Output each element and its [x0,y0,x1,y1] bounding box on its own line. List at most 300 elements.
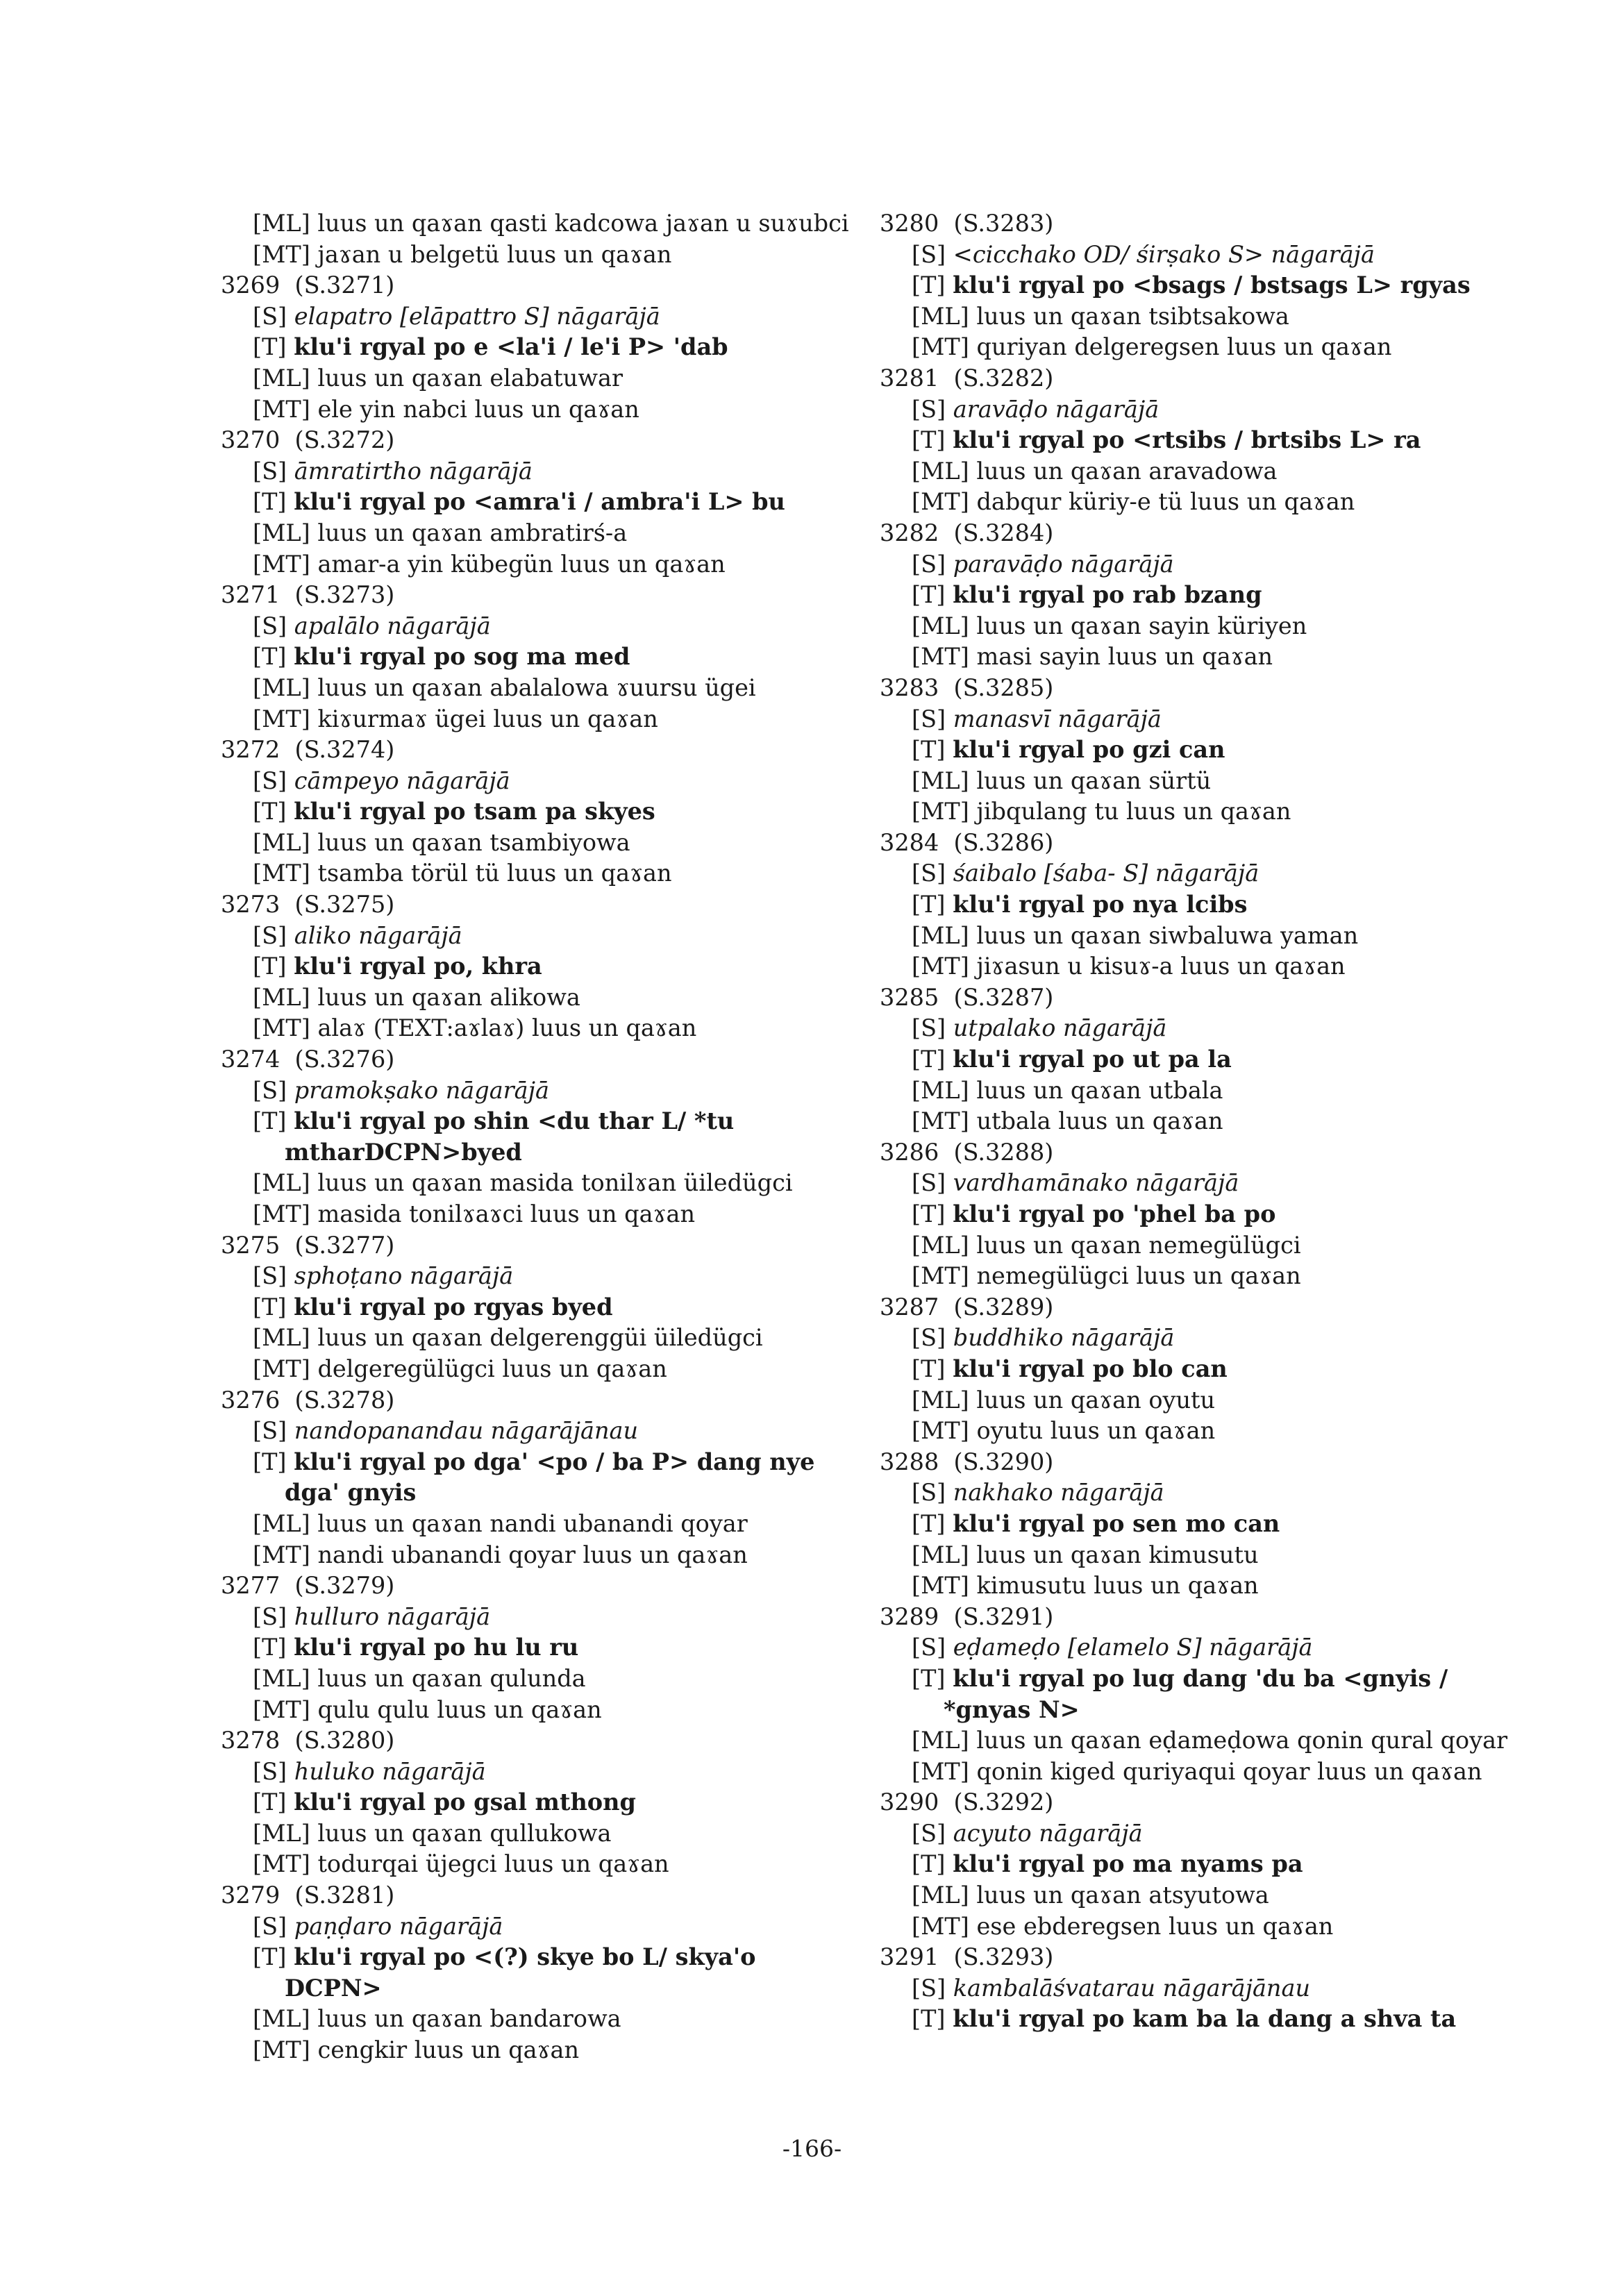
line-tag: [ML] [253,1509,310,1537]
line-text: elapatro [elāpattro S] nāgarājā [294,302,660,330]
entry-number: 3274 (S.3276) [221,1046,395,1073]
line-text: klu'i rgyal po gzi can [953,736,1225,764]
line-tag: [S] [912,550,946,578]
line-text: klu'i rgyal po tsam pa skyes [294,798,655,826]
line-tag: [MT] [912,1107,969,1135]
entry-line [912,1509,1508,1540]
line-text: delgeregülügci luus un qaɤan [317,1355,667,1382]
entry-line [253,394,849,426]
entry-line [912,301,1508,333]
line-tag: [MT] [253,1541,310,1568]
entry-line [253,2035,849,2066]
line-tag: [T] [253,643,287,671]
line-text: paravāḍo nāgarājā [953,550,1174,578]
line-text: nemegülügci luus un qaɤan [976,1262,1301,1290]
line-text: tsamba törül tü luus un qaɤan [317,860,672,887]
line-text: śaibalo [śaba- S] nāgarājā [953,860,1259,887]
entry-line [912,456,1508,487]
line-text: nandopanandau nāgarājānau [294,1417,639,1445]
line-tag: [MT] [912,1572,969,1600]
entry-line [912,1261,1508,1292]
line-text: jiɤasun u kisuɤ-a luus un qaɤan [976,953,1346,980]
line-tag: [MT] [253,1355,310,1382]
dictionary-entry [880,1787,1508,1942]
line-text: luus un qaɤan aravadowa [976,457,1278,485]
line-tag: [S] [912,860,946,887]
line-text: luus un qaɤan ambratirś-a [317,519,628,546]
left-column [221,208,849,2066]
entry-number: 3272 (S.3274) [221,736,395,764]
entry-line [912,1849,1508,1880]
line-tag: [T] [253,1634,287,1661]
entry-number: 3276 (S.3278) [221,1386,395,1414]
line-tag: [MT] [912,1757,969,1785]
line-text: masida tonilɤaɤci luus un qaɤan [317,1200,696,1227]
entry-line [912,1106,1508,1137]
entry-line [253,1695,849,1726]
line-text: cengkir luus un qaɤan [317,2036,580,2064]
line-text: luus un qaɤan delgerenggüi üiledügci [317,1324,763,1352]
entry-line [253,1540,849,1571]
entry-line [912,889,1508,921]
line-tag: [T] [253,488,287,516]
line-tag: [MT] [253,2036,310,2064]
entry-line [912,858,1508,889]
line-tag: [T] [253,953,287,980]
line-tag: [MT] [253,1200,310,1227]
line-text: oyutu luus un qaɤan [976,1417,1216,1445]
line-tag: [S] [253,1262,287,1290]
line-text: luus un qaɤan nemegülügci [976,1231,1301,1259]
entry-line [912,487,1508,518]
dictionary-entry [221,1880,849,2066]
dictionary-entry [221,1230,849,1385]
entry-number: 3287 (S.3289) [880,1293,1054,1321]
dictionary-entry [880,673,1508,828]
line-text: klu'i rgyal po blo can [953,1355,1228,1382]
dictionary-entry [880,828,1508,982]
entry-number: 3281 (S.3282) [880,364,1054,392]
line-tag: [MT] [912,488,969,516]
entry-number: 3284 (S.3286) [880,828,1054,856]
line-text: jaɤan u belgetü luus un qaɤan [317,240,672,268]
line-tag: [ML] [912,1541,969,1568]
line-text: acyuto nāgarājā [953,1819,1143,1847]
entry-line [912,1044,1508,1075]
entry-line [253,921,849,952]
line-text: alaɤ (TEXT:aɤlaɤ) luus un qaɤan [317,1014,697,1042]
line-tag: [MT] [253,1850,310,1878]
line-tag: [T] [253,1943,287,1971]
entry-line [912,611,1508,642]
entry-number: 3291 (S.3293) [880,1943,1054,1971]
entry-line [912,1354,1508,1385]
line-text: ese ebderegsen luus un qaɤan [976,1912,1334,1940]
line-tag: [S] [912,1014,946,1042]
line-tag: [S] [253,1602,287,1630]
line-text: luus un qaɤan eḍameḍowa qonin qural qoyar [976,1727,1508,1754]
entry-line [912,1725,1508,1757]
entry-line [253,673,849,704]
line-tag: [S] [253,1417,287,1445]
line-text: klu'i rgyal po ma nyams pa [953,1850,1303,1878]
entry-line [253,642,849,673]
line-text: klu'i rgyal po <amra'i / ambra'i L> bu [294,488,785,516]
line-text: klu'i rgyal po nya lcibs [953,891,1248,919]
line-tag: [ML] [912,1727,969,1754]
entry-number: 3271 (S.3273) [221,581,395,609]
line-text: luus un qaɤan tsibtsakowa [976,302,1289,330]
line-text: klu'i rgyal po <bsags / bstsags L> rgyas [953,271,1471,299]
entry-number: 3269 (S.3271) [221,271,395,299]
entry-line [253,1911,849,1943]
line-tag: [T] [912,2005,946,2033]
dictionary-entry [221,580,849,735]
entry-line [912,1323,1508,1354]
line-tag: [MT] [912,333,969,361]
line-tag: [MT] [912,1262,969,1290]
entry-line [253,828,849,859]
entry-line [253,704,849,735]
line-text: luus un qaɤan bandarowa [317,2005,621,2033]
line-text: klu'i rgyal po 'phel ba po [953,1200,1276,1227]
line-tag: [S] [912,395,946,423]
entry-line [253,611,849,642]
dictionary-entry [880,1942,1508,2035]
line-tag: [S] [253,766,287,794]
line-text: luus un qaɤan atsyutowa [976,1882,1269,1909]
line-text: klu'i rgyal po <rtsibs / brtsibs L> ra [953,426,1421,454]
entry-line [253,1602,849,1633]
line-tag: [MT] [253,860,310,887]
line-text: jibqulang tu luus un qaɤan [976,798,1291,826]
line-tag: [S] [253,457,287,485]
line-text: ele yin nabci luus un qaɤan [317,395,639,423]
page-number: -166- [782,2135,842,2162]
line-text: eḍameḍo [elamelo S] nāgarājā [953,1634,1313,1661]
entry-number: 3270 (S.3272) [221,426,395,454]
entry-line [253,1261,849,1292]
line-text: klu'i rgyal po rab bzang [953,581,1262,609]
line-text: apalālo nāgarājā [294,612,491,639]
line-tag: [ML] [253,364,310,392]
entry-number: 3286 (S.3288) [880,1138,1054,1166]
line-text: luus un qaɤan elabatuwar [317,364,623,392]
line-text: luus un qaɤan alikowa [317,983,580,1011]
line-text: luus un qaɤan tsambiyowa [317,828,630,856]
entry-line [912,704,1508,735]
line-tag: [ML] [253,1169,310,1197]
line-text: quriyan delgeregsen luus un qaɤan [976,333,1392,361]
entry-number: 3283 (S.3285) [880,673,1054,701]
line-text: klu'i rgyal po, khra [294,953,542,980]
line-text: aliko nāgarājā [294,921,462,949]
line-text: todurqai üjegci luus un qaɤan [317,1850,669,1878]
entry-line [253,240,849,271]
dictionary-entry [880,982,1508,1137]
entry-line [253,549,849,580]
line-tag: [S] [912,240,946,268]
line-tag: [MT] [912,953,969,980]
dictionary-entry [221,1725,849,1880]
entry-number: 3285 (S.3287) [880,983,1054,1011]
line-tag: [S] [253,1076,287,1104]
line-text: klu'i rgyal po e <la'i / le'i P> 'dab [294,333,728,361]
line-tag: [S] [912,1169,946,1197]
dictionary-entry [221,1570,849,1725]
line-text: hulluro nāgarājā [294,1602,491,1630]
entry-line [912,1757,1508,1788]
line-text: luus un qaɤan oyutu [976,1386,1216,1414]
line-text: klu'i rgyal po hu lu ru [294,1634,579,1661]
entry-line [912,1664,1508,1725]
dictionary-entry [221,735,849,889]
line-text: cāmpeyo nāgarājā [294,766,510,794]
line-text: pramokṣako nāgarājā [294,1076,550,1104]
line-tag: [ML] [912,1231,969,1259]
entry-number: 3288 (S.3290) [880,1448,1054,1475]
entry-line [253,1168,849,1199]
line-text: aravāḍo nāgarājā [953,395,1160,423]
line-text: klu'i rgyal po ut pa la [953,1046,1232,1073]
line-text: luus un qaɤan qullukowa [317,1819,612,1847]
line-tag: [S] [912,705,946,732]
entry-line [912,1818,1508,1850]
line-tag: [MT] [912,1417,969,1445]
line-text: klu'i rgyal po lug dang 'du ba <gnyis / *gnyas N> [944,1664,1448,1723]
line-text: qonin kiged quriyaqui qoyar luus un qaɤan [976,1757,1482,1785]
dictionary-entry [880,1602,1508,1788]
entry-line [253,1509,849,1540]
line-tag: [ML] [253,1819,310,1847]
line-tag: [T] [912,581,946,609]
entry-line [253,1664,849,1695]
line-tag: [T] [912,891,946,919]
line-tag: [S] [253,1912,287,1940]
line-text: amar-a yin kübegün luus un qaɤan [317,550,726,578]
entry-number: 3290 (S.3292) [880,1788,1054,1816]
line-tag: [ML] [253,673,310,701]
line-tag: [MT] [912,643,969,671]
entry-line [912,1075,1508,1107]
entry-number: 3277 (S.3279) [221,1572,395,1600]
entry-line [912,951,1508,982]
entry-line [912,766,1508,797]
dictionary-entry [880,208,1508,363]
line-tag: [T] [912,1664,946,1692]
dictionary-entry [221,1385,849,1571]
line-tag: [ML] [912,302,969,330]
line-tag: [ML] [912,1386,969,1414]
dictionary-entry [880,1447,1508,1602]
entry-line [912,1973,1508,2004]
dictionary-entry [880,1137,1508,1292]
line-tag: [S] [912,1634,946,1661]
line-text: buddhiko nāgarājā [953,1324,1175,1352]
entry-line [253,1106,849,1168]
entry-line [912,1540,1508,1571]
line-text: luus un qaɤan masida tonilɤan üiledügci [317,1169,793,1197]
entry-line [912,1168,1508,1199]
line-tag: [MT] [253,395,310,423]
dictionary-entry [221,208,849,270]
entry-line [912,270,1508,301]
line-text: āmratirtho nāgarājā [294,457,533,485]
line-text: utbala luus un qaɤan [976,1107,1223,1135]
line-tag: [MT] [912,798,969,826]
line-tag: [S] [912,1974,946,2002]
entry-line [253,1787,849,1818]
line-tag: [MT] [253,240,310,268]
line-text: paṇḍaro nāgarājā [294,1912,503,1940]
line-tag: [ML] [912,612,969,639]
entry-line [912,1911,1508,1943]
line-text: klu'i rgyal po <(?) skye bo L/ skya'o DCPN> [285,1943,756,2002]
line-text: <cicchako OD/ śirṣako S> nāgarājā [953,240,1375,268]
dictionary-entry [880,1292,1508,1447]
entry-line [253,982,849,1014]
dictionary-entry [221,889,849,1044]
entry-line [253,1013,849,1044]
entry-line [912,2004,1508,2035]
entry-line [253,208,849,240]
line-tag: [T] [912,271,946,299]
line-text: luus un qaɤan kimusutu [976,1541,1259,1568]
dictionary-entry [880,363,1508,518]
entry-number: 3282 (S.3284) [880,519,1054,546]
line-text: kambalāśvatarau nāgarājānau [953,1974,1311,2002]
line-tag: [T] [912,1355,946,1382]
entry-number: 3278 (S.3280) [221,1727,395,1754]
entry-line [253,487,849,518]
entry-line [912,394,1508,426]
entry-line [912,332,1508,363]
line-tag: [T] [912,1850,946,1878]
line-tag: [ML] [253,1324,310,1352]
line-text: luus un qaɤan sayin küriyen [976,612,1307,639]
line-tag: [ML] [912,921,969,949]
entry-line [253,1292,849,1323]
line-text: klu'i rgyal po dga' <po / ba P> dang nye dga' gnyis [285,1448,815,1507]
line-tag: [MT] [253,550,310,578]
entry-line [912,240,1508,271]
entry-line [253,456,849,487]
entry-line [912,1570,1508,1602]
line-tag: [S] [912,1324,946,1352]
line-text: utpalako nāgarājā [953,1014,1167,1042]
line-text: luus un qaɤan abalalowa ɤuursu ügei [317,673,756,701]
entry-line [912,1880,1508,1911]
line-tag: [S] [253,921,287,949]
line-tag: [S] [253,302,287,330]
entry-line [253,1757,849,1788]
line-text: huluko nāgarājā [294,1757,486,1785]
entry-number: 3275 (S.3277) [221,1231,395,1259]
line-tag: [MT] [253,705,310,732]
right-column [880,208,1508,2035]
line-tag: [T] [912,1046,946,1073]
line-tag: [ML] [253,828,310,856]
entry-line [912,1385,1508,1416]
entry-line [253,951,849,982]
line-tag: [S] [912,1479,946,1507]
entry-line [912,1632,1508,1664]
dictionary-entry [221,425,849,580]
line-tag: [ML] [912,457,969,485]
line-tag: [ML] [253,1664,310,1692]
line-text: klu'i rgyal po sog ma med [294,643,630,671]
line-tag: [T] [912,1200,946,1227]
entry-line [253,1323,849,1354]
entry-line [912,796,1508,828]
entry-line [253,858,849,889]
line-tag: [T] [253,333,287,361]
dictionary-entry [221,270,849,425]
entry-number: 3289 (S.3291) [880,1602,1054,1630]
entry-line [253,1849,849,1880]
line-tag: [T] [912,426,946,454]
line-tag: [T] [253,1788,287,1816]
line-tag: [MT] [253,1695,310,1723]
entry-line [912,1199,1508,1230]
line-text: nakhako nāgarājā [953,1479,1164,1507]
line-text: masi sayin luus un qaɤan [976,643,1273,671]
line-text: klu'i rgyal po sen mo can [953,1509,1280,1537]
line-tag: [ML] [253,2005,310,2033]
entry-line [253,1199,849,1230]
dictionary-entry [880,518,1508,673]
line-tag: [T] [912,736,946,764]
line-text: manasvī nāgarājā [953,705,1162,732]
entry-line [912,921,1508,952]
line-text: klu'i rgyal po kam ba la dang a shva ta [953,2005,1457,2033]
line-text: sphoṭano nāgarājā [294,1262,514,1290]
entry-line [912,1477,1508,1509]
entry-line [253,301,849,333]
entry-line [253,332,849,363]
line-text: luus un qaɤan qulunda [317,1664,586,1692]
line-text: dabqur küriy-e tü luus un qaɤan [976,488,1355,516]
line-tag: [ML] [912,1076,969,1104]
line-tag: [ML] [912,766,969,794]
line-tag: [MT] [253,1014,310,1042]
entry-line [912,1013,1508,1044]
entry-line [253,1447,849,1509]
entry-line [912,549,1508,580]
line-tag: [MT] [912,1912,969,1940]
line-tag: [S] [253,1757,287,1785]
line-text: luus un qaɤan utbala [976,1076,1223,1104]
line-text: klu'i rgyal po shin <du thar L/ *tu mtharDCPN>byed [285,1107,735,1166]
line-tag: [S] [912,1819,946,1847]
entry-line [253,766,849,797]
entry-line [253,796,849,828]
dictionary-entry [221,1044,849,1230]
line-text: kimusutu luus un qaɤan [976,1572,1259,1600]
line-text: vardhamānako nāgarājā [953,1169,1239,1197]
entry-line [912,425,1508,456]
entry-line [253,1075,849,1107]
line-tag: [ML] [253,210,310,237]
line-tag: [T] [912,1509,946,1537]
entry-number: 3280 (S.3283) [880,210,1054,237]
entry-line [253,1818,849,1850]
line-text: luus un qaɤan sürtü [976,766,1212,794]
entry-line [253,2004,849,2035]
entry-line [253,518,849,549]
entry-line [253,1632,849,1664]
entry-line [253,1416,849,1447]
